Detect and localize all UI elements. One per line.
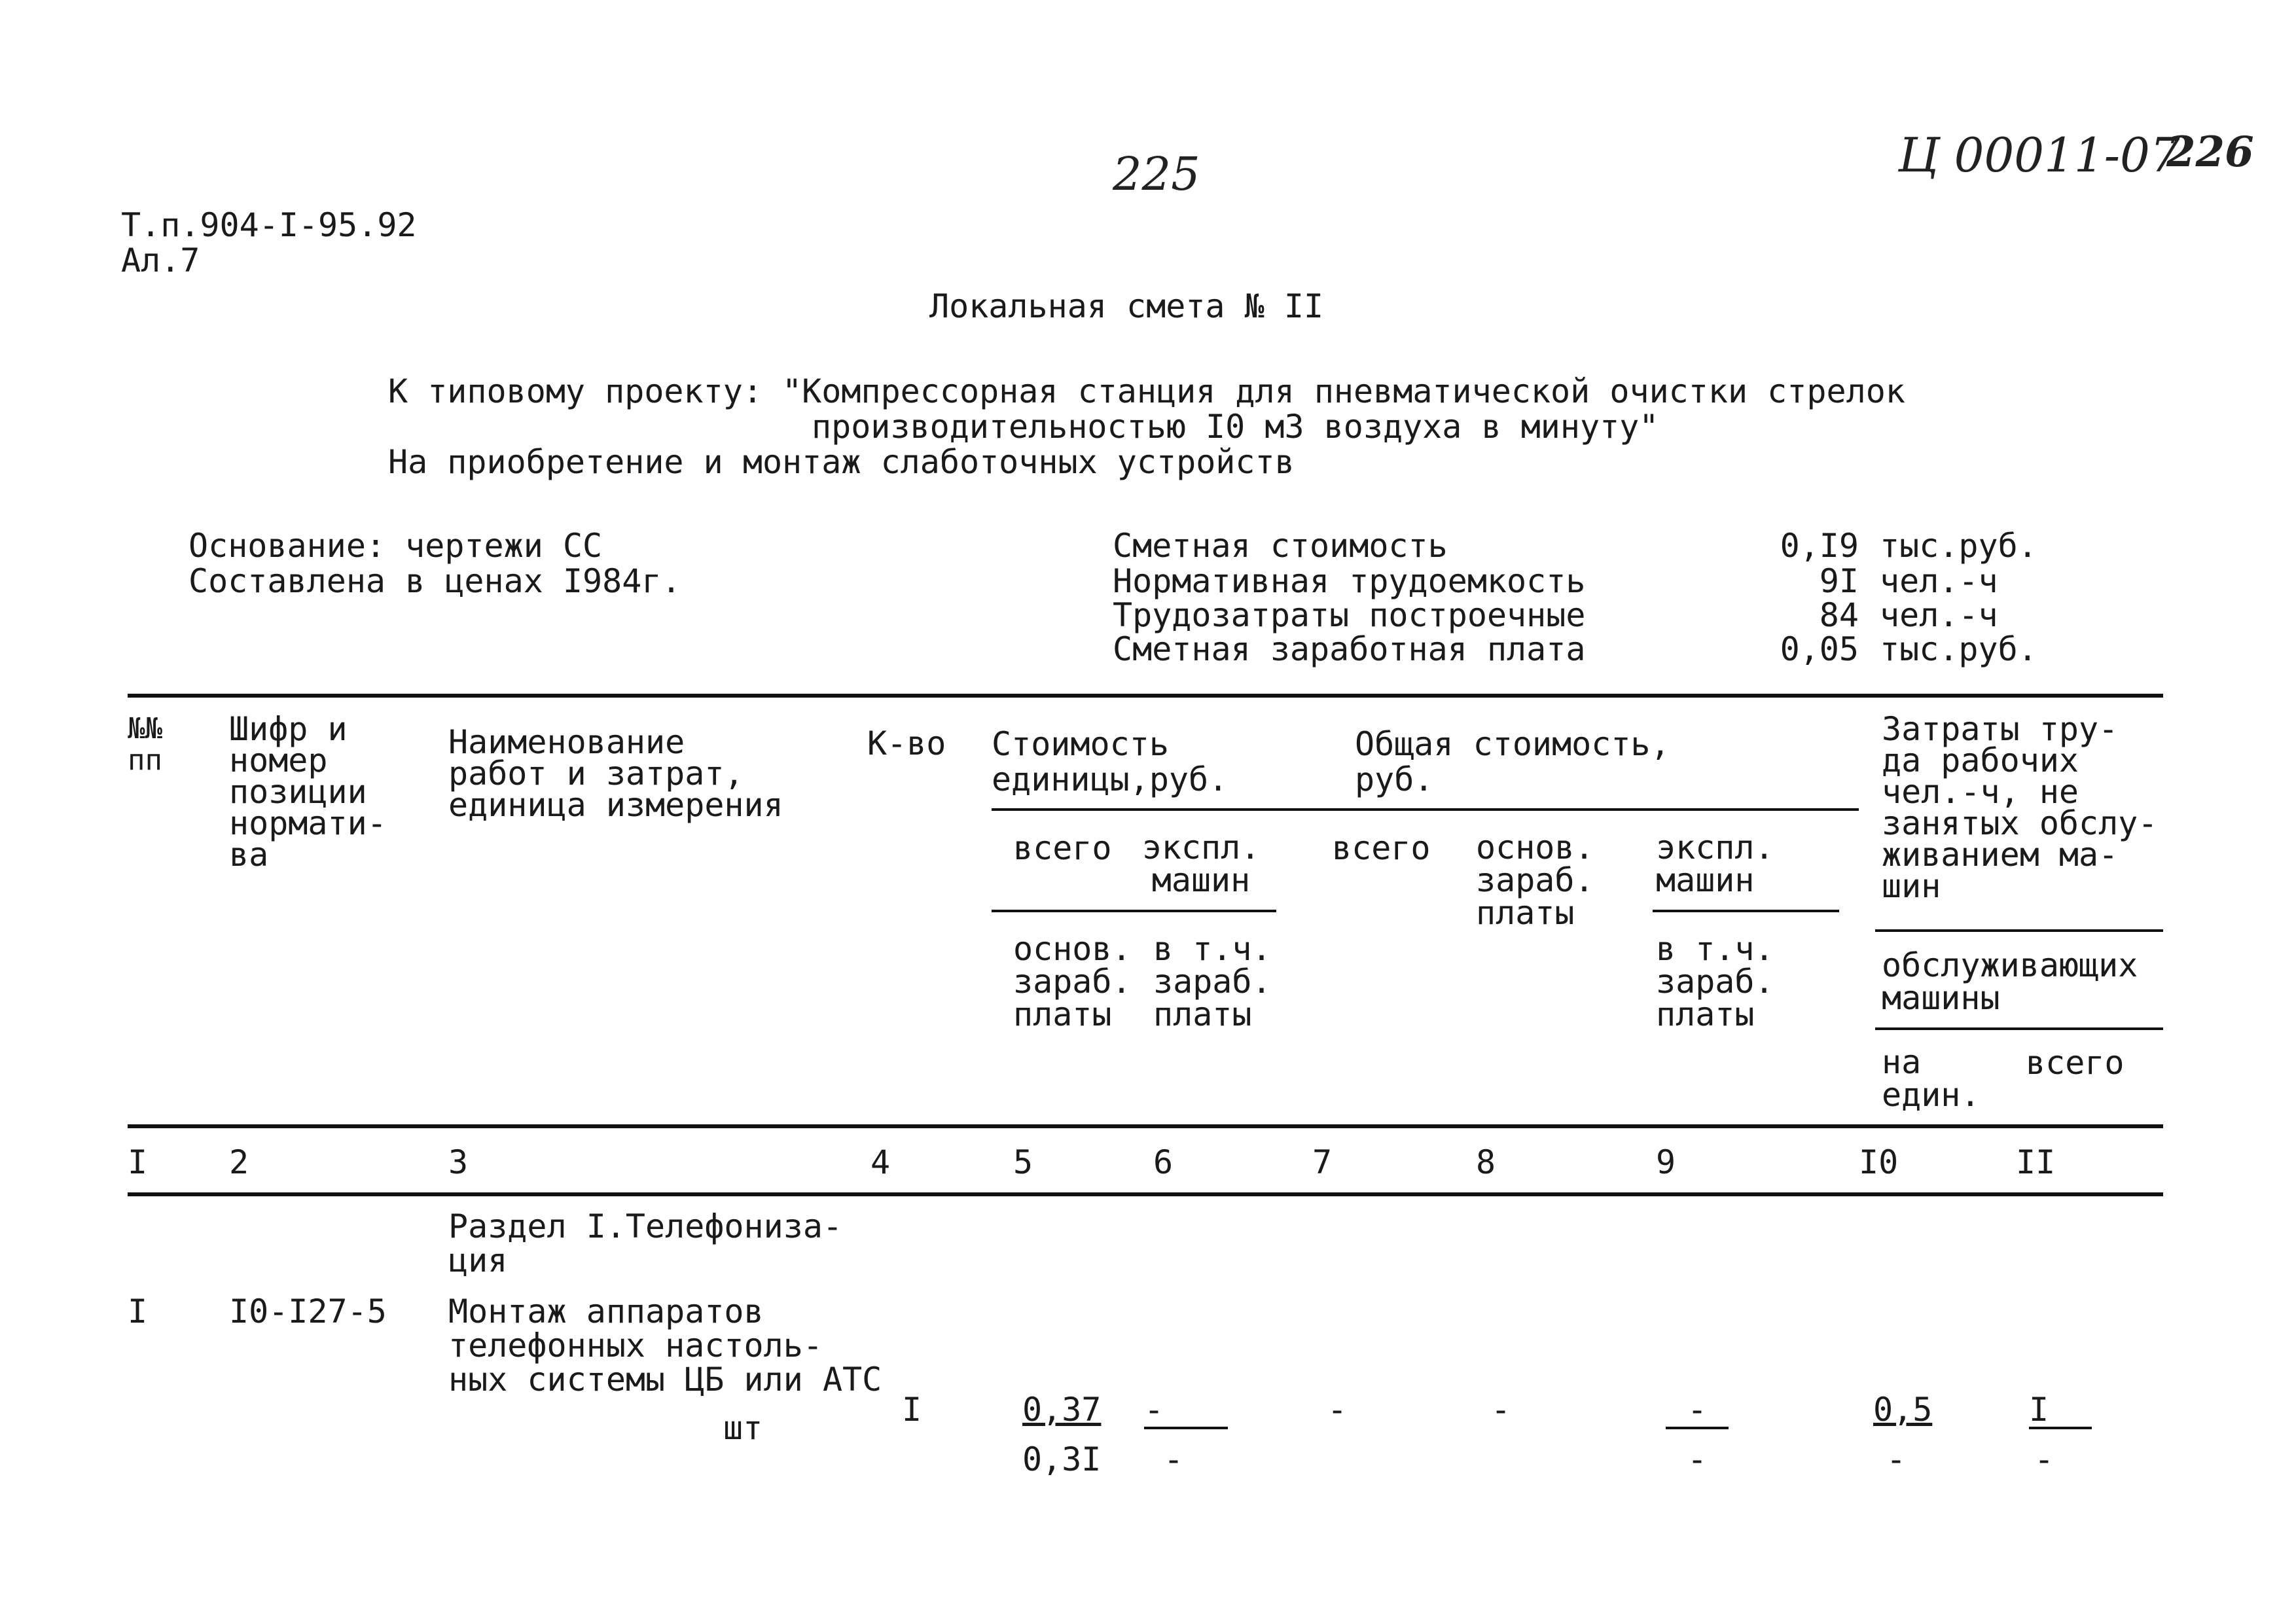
- header-rule-cost-groups: [992, 808, 1859, 811]
- column-number: 8: [1476, 1143, 1496, 1181]
- header-rule-unit-cost: [992, 910, 1276, 912]
- summary-label: Трудозатраты построечные: [1113, 596, 1586, 634]
- row-col7: -: [1327, 1391, 1348, 1429]
- row-quantity: I: [902, 1391, 922, 1429]
- header-rule-col9: [1653, 910, 1839, 912]
- table-top-rule: [128, 694, 2163, 698]
- row-name: Монтаж аппаратов телефонных настоль- ных системы ЦБ или АТС: [448, 1293, 882, 1399]
- summary-value: 0,05: [1780, 630, 1859, 668]
- column-number: 4: [870, 1143, 891, 1181]
- summary-unit: чел.-ч: [1880, 562, 1998, 600]
- prices-line: Составлена в ценах I984г.: [188, 562, 681, 600]
- col10-header: на един.: [1882, 1043, 1981, 1114]
- row-unit: шт: [723, 1409, 763, 1447]
- row-number: I: [128, 1293, 148, 1330]
- column-number: 5: [1013, 1143, 1033, 1181]
- row-col10-bottom: -: [1886, 1440, 1907, 1478]
- column-number: I: [128, 1143, 148, 1181]
- summary-value: 9I: [1819, 562, 1859, 600]
- summary-value: 84: [1819, 596, 1859, 634]
- row-col6-top: -: [1144, 1393, 1228, 1429]
- row-col10-top: 0,5: [1873, 1391, 1933, 1429]
- total-cost-header: Общая стоимость, руб.: [1355, 725, 1670, 798]
- column-number: 6: [1153, 1143, 1174, 1181]
- row-col11-bottom: -: [2034, 1440, 2054, 1478]
- summary-label: Сметная заработная плата: [1113, 630, 1586, 668]
- summary-label: Нормативная трудоемкость: [1113, 562, 1586, 600]
- col8-header: основ. зараб. платы: [1476, 829, 1594, 932]
- column-number: I0: [1859, 1143, 1899, 1181]
- row-code: I0-I27-5: [229, 1293, 387, 1330]
- col6-top-header: экспл. машин: [1141, 829, 1261, 899]
- row-col5-bottom: 0,3I: [1022, 1440, 1102, 1478]
- col5-bottom-header: основ. зараб. платы: [1013, 930, 1132, 1033]
- labor-header: Затраты тру- да рабочих чел.-ч, не занятых обслу- живанием ма- шин: [1882, 710, 2158, 905]
- project-name-line2: производительностью I0 м3 воздуха в минуту": [812, 408, 1659, 446]
- column-number: II: [2016, 1143, 2056, 1181]
- handwritten-doc-code: Ц 00011-07: [1898, 128, 2180, 183]
- project-name-line1: К типовому проекту: "Компрессорная станция для пневматической очистки стрелок: [388, 372, 1905, 410]
- col4-header: К-во: [867, 724, 946, 762]
- summary-unit: тыс.руб.: [1880, 527, 2037, 565]
- column-number: 7: [1312, 1143, 1333, 1181]
- row-col6-bottom: -: [1164, 1440, 1184, 1478]
- col11-header: всего: [2026, 1044, 2125, 1082]
- col6-bottom-header: в т.ч. зараб. платы: [1153, 930, 1272, 1033]
- row-col9-bottom: -: [1687, 1440, 1708, 1478]
- section-heading: Раздел I.Телефониза- ция: [448, 1207, 843, 1279]
- project-code: Т.п.904-I-95.92: [121, 206, 417, 244]
- row-col8: -: [1491, 1391, 1511, 1429]
- col1-header: №№ пп: [128, 712, 162, 777]
- handwritten-sheet-number: 226: [2166, 128, 2254, 177]
- column-number: 9: [1656, 1143, 1676, 1181]
- row-col5-top: 0,37: [1022, 1391, 1102, 1429]
- col5-top-header: всего: [1013, 829, 1112, 867]
- col7-header: всего: [1332, 829, 1431, 867]
- header-rule-labor1: [1875, 929, 2163, 932]
- header-bottom-rule: [128, 1124, 2163, 1128]
- col2-header: Шифр и номер позиции нормати- ва: [229, 710, 387, 874]
- col9-bottom-header: в т.ч. зараб. платы: [1656, 930, 1774, 1033]
- column-number: 2: [229, 1143, 249, 1181]
- column-number: 3: [448, 1143, 469, 1181]
- column-numbers-rule: [128, 1192, 2163, 1196]
- col9-top-header: экспл. машин: [1656, 829, 1774, 899]
- document-title: Локальная смета № II: [929, 287, 1324, 325]
- summary-unit: чел.-ч: [1880, 596, 1998, 634]
- labor-machines-header: обслуживающих машины: [1882, 946, 2138, 1017]
- col3-header: Наименование работ и затрат, единица измерения: [448, 723, 783, 824]
- unit-cost-header: Стоимость единицы,руб.: [992, 725, 1229, 798]
- summary-label: Сметная стоимость: [1113, 527, 1448, 565]
- row-col9-top: -: [1666, 1393, 1729, 1429]
- row-col11-top: I: [2029, 1393, 2092, 1429]
- purpose-line: На приобретение и монтаж слаботочных устройств: [388, 443, 1295, 481]
- summary-value: 0,I9: [1780, 527, 1859, 565]
- summary-unit: тыс.руб.: [1880, 630, 2037, 668]
- handwritten-page-number: 225: [1113, 147, 1200, 201]
- basis-line: Основание: чертежи СС: [188, 527, 603, 565]
- album-label: Ал.7: [121, 241, 200, 279]
- header-rule-labor2: [1875, 1027, 2163, 1030]
